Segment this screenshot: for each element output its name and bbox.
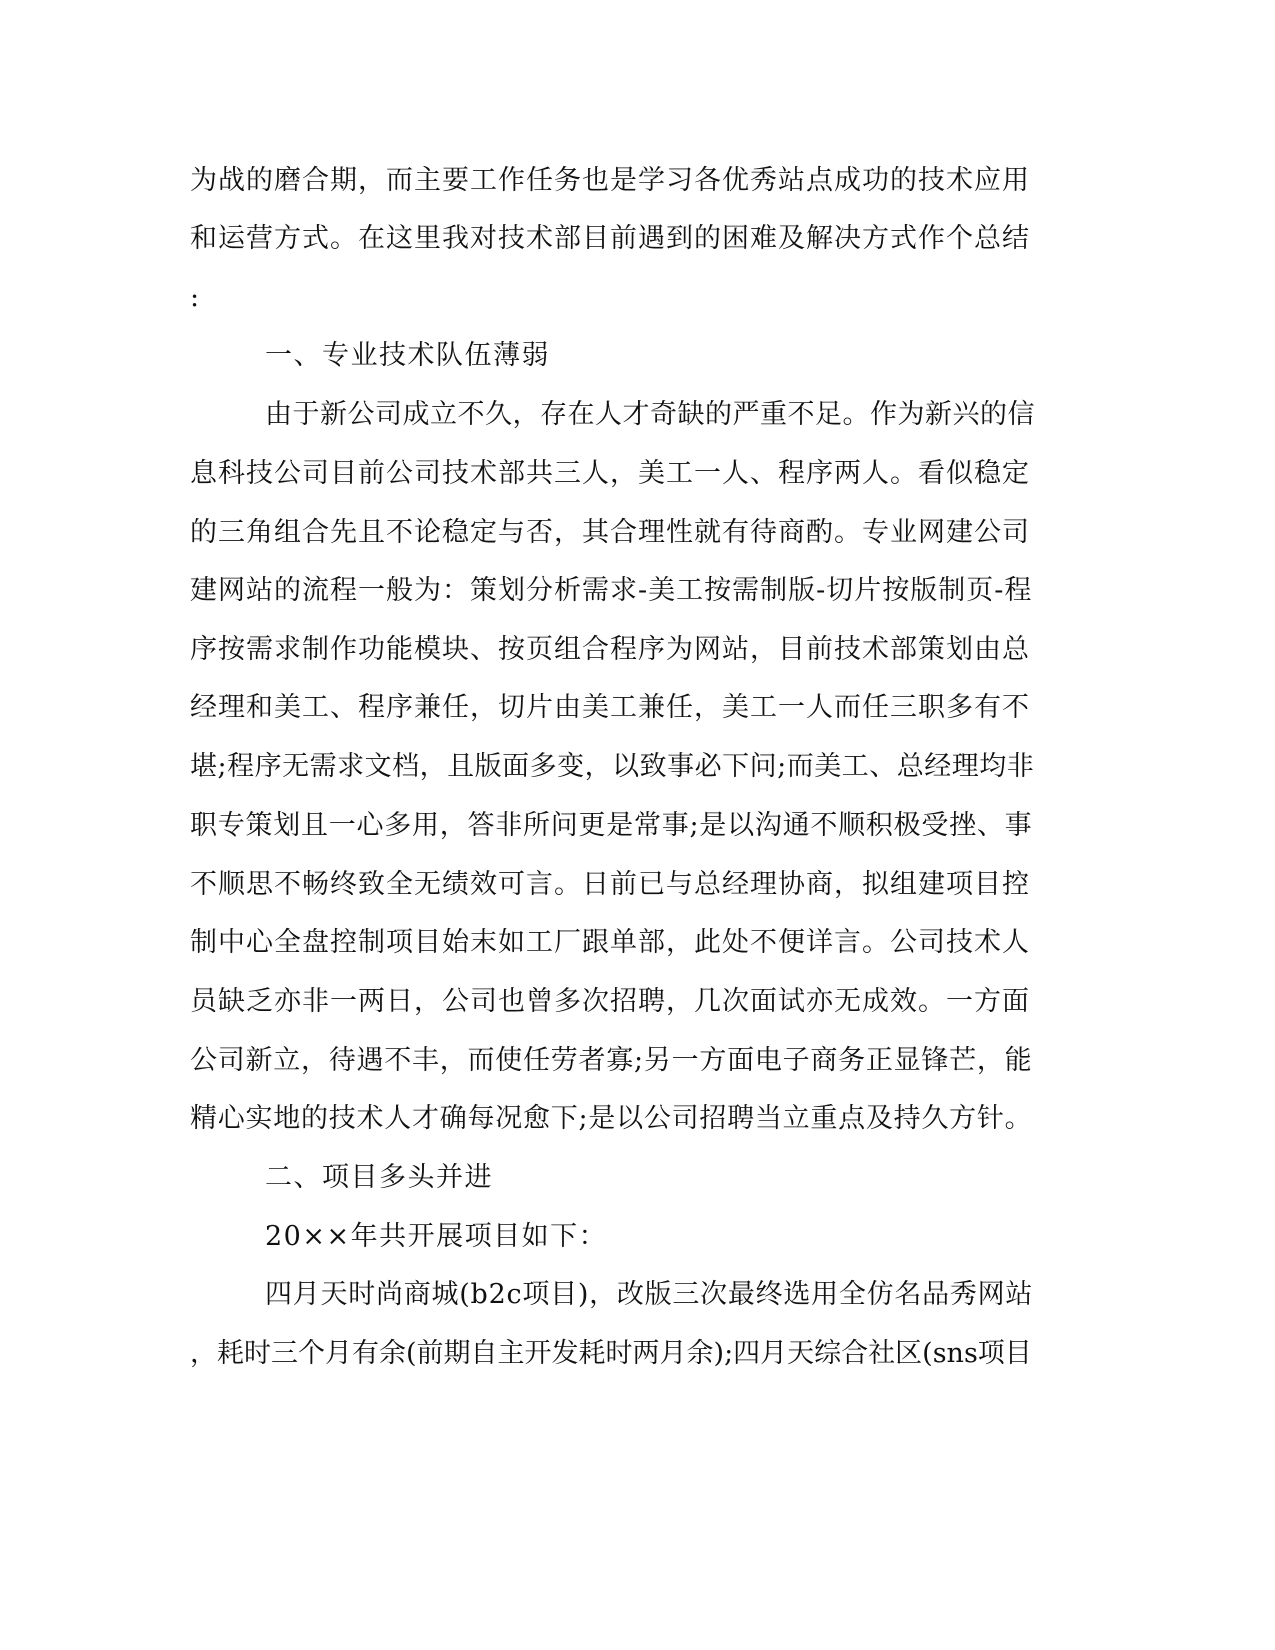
paragraph-line: 职专策划且一心多用，答非所问更是常事;是以沟通不顺积极受挫、事 (190, 810, 1033, 841)
paragraph-line: 息科技公司目前公司技术部共三人，美工一人、程序两人。看似稳定 (190, 458, 1030, 489)
paragraph-line: 经理和美工、程序兼任，切片由美工兼任，美工一人而任三职多有不 (190, 692, 1030, 723)
paragraph-line: 为战的磨合期，而主要工作任务也是学习各优秀站点成功的技术应用 (190, 165, 1030, 196)
paragraph-line: 20××年共开展项目如下： (265, 1221, 608, 1252)
paragraph-line: 不顺思不畅终致全无绩效可言。日前已与总经理协商，拟组建项目控 (190, 869, 1030, 900)
paragraph-line: 建网站的流程一般为：策划分析需求-美工按需制版-切片按版制页-程 (190, 575, 1033, 606)
paragraph-line: ，耗时三个月有余(前期自主开发耗时两月余);四月天综合社区(sns项目 (190, 1338, 1032, 1369)
paragraph-line: 堪;程序无需求文档，且版面多变，以致事必下问;而美工、总经理均非 (190, 751, 1035, 782)
paragraph-line: 精心实地的技术人才确每况愈下;是以公司招聘当立重点及持久方针。 (190, 1103, 1033, 1134)
paragraph-line: 员缺乏亦非一两日，公司也曾多次招聘，几次面试亦无成效。一方面 (190, 986, 1030, 1017)
paragraph-line: 和运营方式。在这里我对技术部目前遇到的困难及解决方式作个总结 (190, 223, 1030, 254)
paragraph-line: 公司新立，待遇不丰，而使任劳者寡;另一方面电子商务正显锋芒，能 (190, 1045, 1033, 1076)
paragraph-line: 由于新公司成立不久，存在人才奇缺的严重不足。作为新兴的信 (265, 399, 1035, 430)
paragraph-line: 制中心全盘控制项目始末如工厂跟单部，此处不便详言。公司技术人 (190, 927, 1030, 958)
section-heading: 一、专业技术队伍薄弱 (265, 340, 550, 371)
paragraph-line: 序按需求制作功能模块、按页组合程序为网站，目前技术部策划由总 (190, 634, 1030, 665)
section-heading: 二、项目多头并进 (265, 1162, 493, 1193)
paragraph-line: : (190, 282, 201, 313)
paragraph-line: 的三角组合先且不论稳定与否，其合理性就有待商酌。专业网建公司 (190, 517, 1030, 548)
paragraph-line: 四月天时尚商城(b2c项目)，改版三次最终选用全仿名品秀网站 (265, 1279, 1034, 1310)
